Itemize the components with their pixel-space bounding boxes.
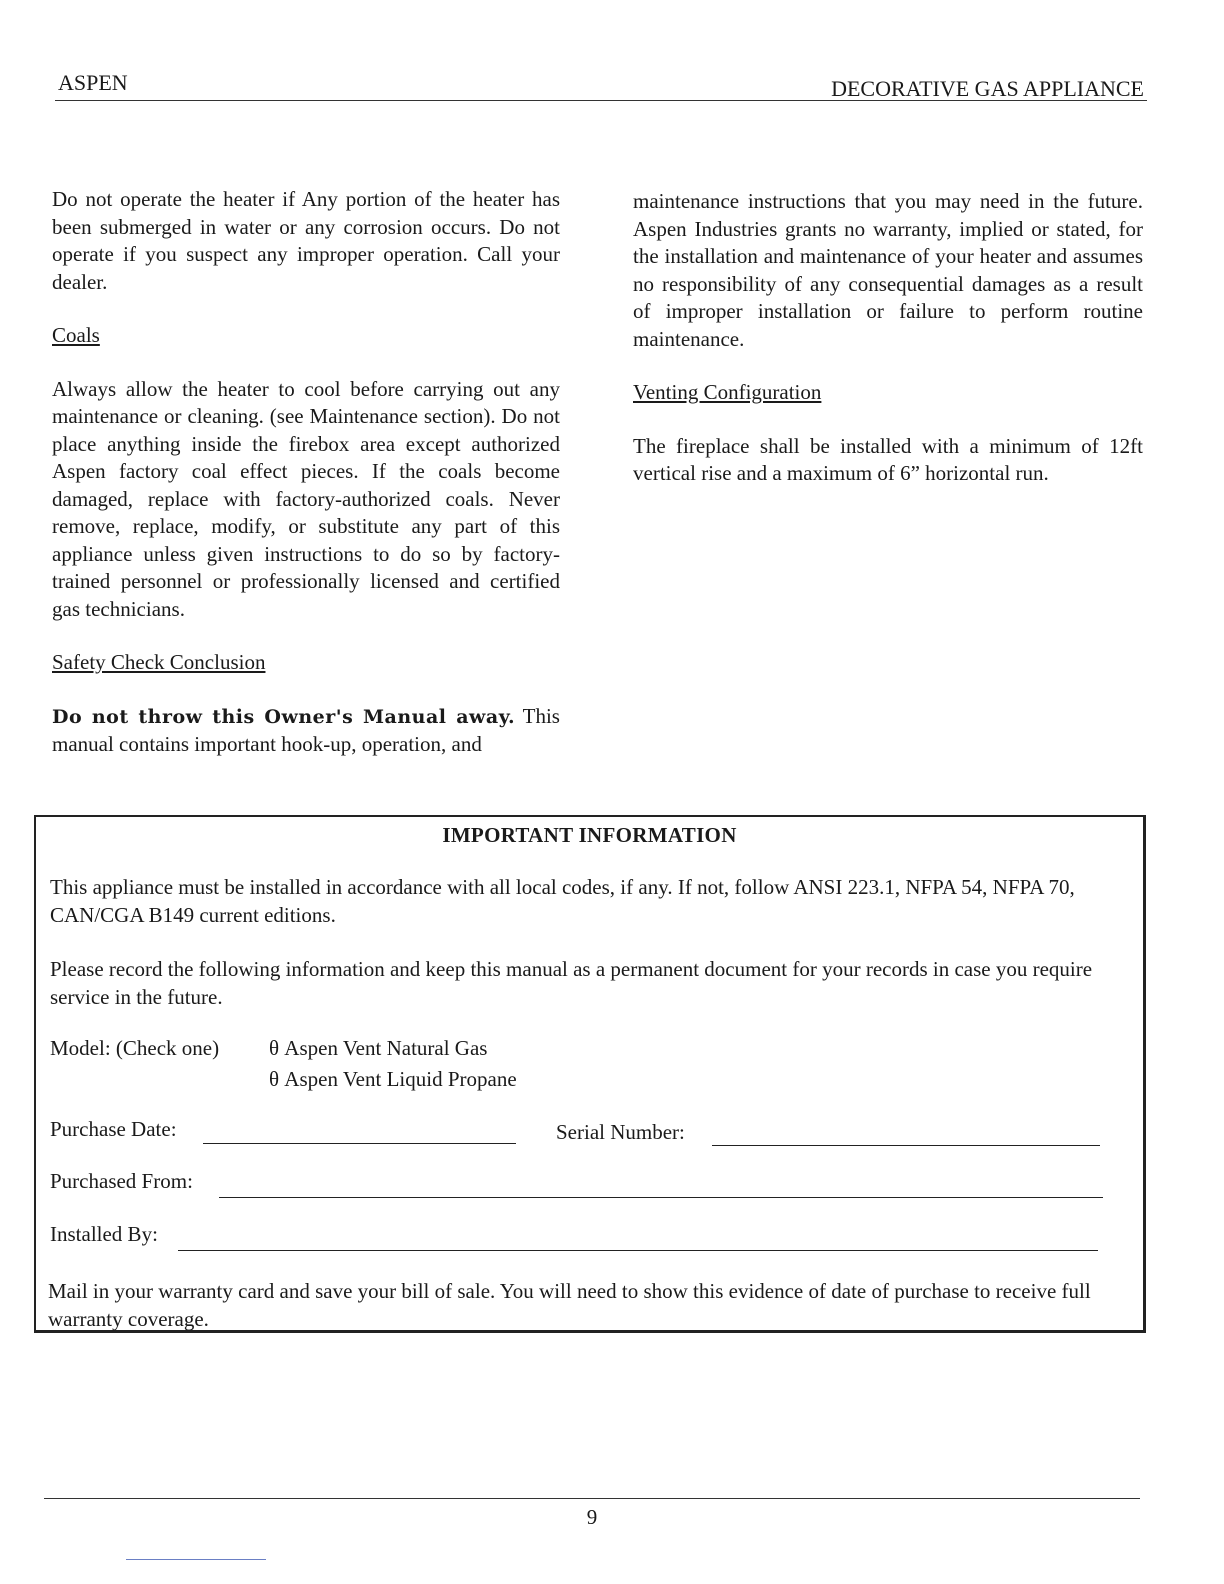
- warranty-paragraph: maintenance instructions that you may need in the future. Aspen Industries grants no warranty, implied or stated, for the installation and maintenance of your heater and assumes no responsibility of any consequential damages as a result of improper installation or failure to perform routine maintenance.: [633, 189, 1143, 351]
- purchased-from-field[interactable]: [219, 1197, 1103, 1198]
- footer-divider: [44, 1498, 1140, 1499]
- important-information-box: [34, 815, 1146, 1333]
- installed-by-field[interactable]: [178, 1250, 1098, 1251]
- model-option-natural-gas[interactable]: θ Aspen Vent Natural Gas: [269, 1036, 488, 1060]
- header-title: DECORATIVE GAS APPLIANCE: [831, 76, 1144, 101]
- left-column: [52, 186, 560, 759]
- header-divider: [55, 100, 1147, 101]
- venting-paragraph: The fireplace shall be installed with a minimum of 12ft vertical rise and a maximum of 6” horizontal run.: [633, 433, 1143, 485]
- coals-paragraph: Always allow the heater to cool before carrying out any maintenance or cleaning. (see Maintenance section). Do not place anything inside the firebox area except authorized Aspen factory coal effect pieces. If the coals become damaged, replace with factory-authorized coals. Never remove, replace, modify, or substitute any part of this appliance unless given instructions to do so by factory-trained personnel or professionally licensed and certified gas technicians.: [52, 376, 560, 621]
- model-option-liquid-propane[interactable]: θ Aspen Vent Liquid Propane: [269, 1067, 517, 1091]
- operation-warning-paragraph: Do not operate the heater if Any portion of the heater has been submerged in water or any corrosion occurs. Do not operate if you suspect any improper operation. Call your dealer.: [52, 187, 560, 294]
- safety-check-text: This manual contains important hook-up, operation, and: [52, 703, 560, 756]
- page-number: 9: [586, 1505, 598, 1529]
- serial-number-field[interactable]: [712, 1145, 1100, 1146]
- purchase-date-label: Purchase Date:: [50, 1117, 177, 1141]
- info-box-title: IMPORTANT INFORMATION: [442, 823, 737, 847]
- manual-keep-notice: Do not throw this Owner's Manual away.: [52, 705, 516, 728]
- purchased-from-label: Purchased From:: [50, 1169, 193, 1193]
- safety-check-paragraph: [52, 703, 560, 759]
- warranty-card-paragraph: Mail in your warranty card and save your bill of sale. You will need to show this evidence of date of purchase to receive full warranty coverage.: [48, 1279, 1091, 1331]
- installed-by-label: Installed By:: [50, 1222, 158, 1246]
- venting-heading: Venting Configuration: [633, 380, 822, 404]
- safety-check-heading: Safety Check Conclusion: [52, 650, 266, 674]
- serial-number-label: Serial Number:: [556, 1120, 685, 1144]
- installation-codes-paragraph: This appliance must be installed in accordance with all local codes, if any. If not, follow ANSI 223.1, NFPA 54, NFPA 70, CAN/CGA B149 current editions.: [50, 875, 1075, 927]
- scan-artifact-line: [126, 1559, 266, 1560]
- header-brand: ASPEN: [58, 70, 128, 95]
- model-label: Model: (Check one): [50, 1036, 220, 1060]
- right-column: [633, 188, 1143, 488]
- purchase-date-field[interactable]: [203, 1143, 516, 1144]
- coals-heading: Coals: [52, 323, 100, 347]
- record-info-paragraph: Please record the following information and keep this manual as a permanent document for your records in case you require service in the future.: [50, 957, 1093, 1009]
